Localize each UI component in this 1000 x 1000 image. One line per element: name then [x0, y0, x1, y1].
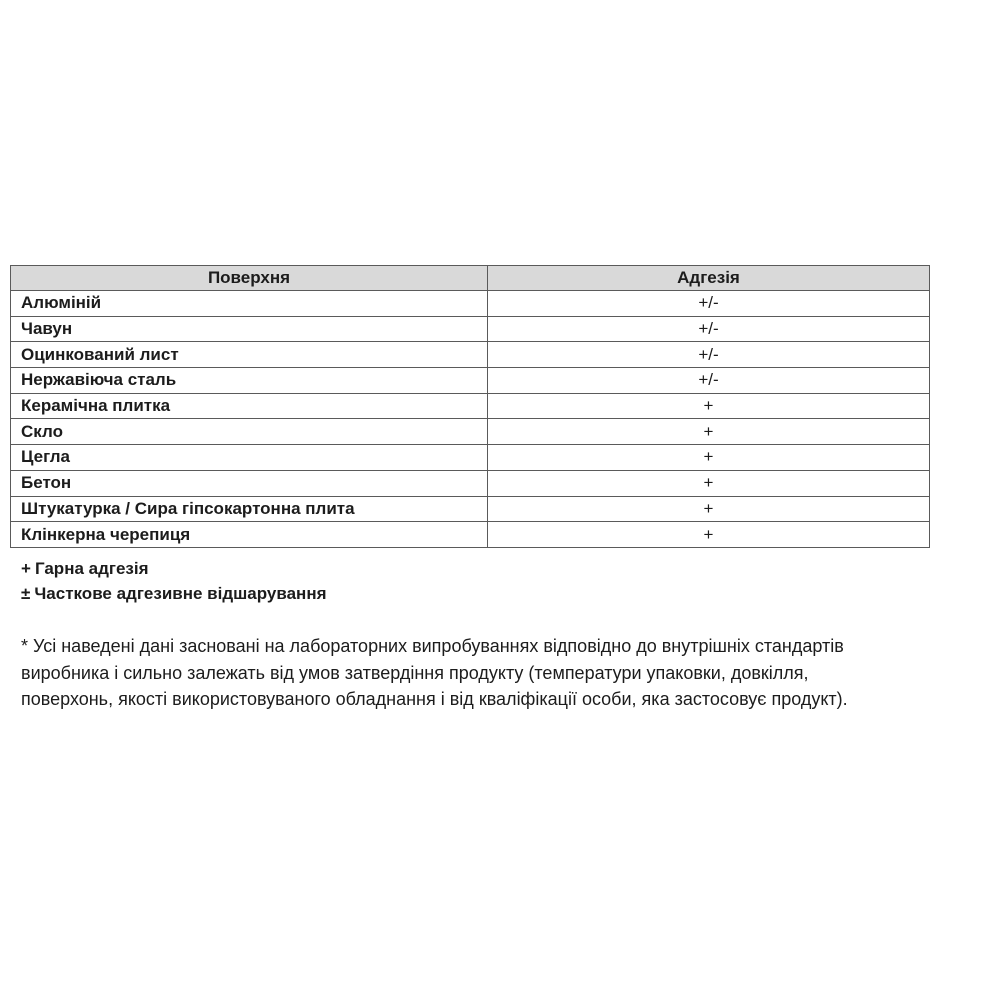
adhesion-table: [10, 265, 930, 548]
footnote-line: поверхонь, якості використовуваного обладнання і від кваліфікації особи, яка застосовує продукт).: [21, 689, 848, 709]
surface-cell: Алюміній: [11, 291, 488, 317]
footnote: [21, 633, 961, 713]
table-row: [11, 445, 930, 471]
adhesion-cell: +: [488, 522, 930, 548]
legend-text: Часткове адгезивне відшарування: [34, 584, 327, 603]
table-row: [11, 419, 930, 445]
table-row: [11, 368, 930, 394]
adhesion-cell: +/-: [488, 368, 930, 394]
surface-cell: Штукатурка / Сира гіпсокартонна плита: [11, 496, 488, 522]
table-row: [11, 496, 930, 522]
surface-cell: Бетон: [11, 470, 488, 496]
table-header-row: [11, 266, 930, 291]
surface-cell: Клінкерна черепиця: [11, 522, 488, 548]
table-row: [11, 522, 930, 548]
legend-text: Гарна адгезія: [34, 559, 149, 578]
footnote-line: виробника і сильно залежать від умов затвердіння продукту (температури упаковки, довкілля,: [21, 662, 809, 683]
surface-cell: Скло: [11, 419, 488, 445]
surface-cell: Керамічна плитка: [11, 393, 488, 419]
legend: [21, 556, 327, 606]
adhesion-cell: +: [488, 496, 930, 522]
adhesion-cell: +/-: [488, 316, 930, 342]
adhesion-cell: +: [488, 445, 930, 471]
surface-cell: Оцинкований лист: [11, 342, 488, 368]
legend-symbol: +: [21, 559, 31, 578]
footnote-line: * Усі наведені дані засновані на лабораторних випробуваннях відповідно до внутрішніх стандартів: [21, 636, 844, 656]
adhesion-cell: +/-: [488, 291, 930, 317]
table-row: [11, 342, 930, 368]
table-row: [11, 470, 930, 496]
table-row: [11, 316, 930, 342]
column-header-adhesion: Адгезія: [488, 266, 930, 291]
adhesion-cell: +: [488, 393, 930, 419]
adhesion-cell: +/-: [488, 342, 930, 368]
legend-symbol: ±: [21, 584, 31, 603]
adhesion-cell: +: [488, 419, 930, 445]
surface-cell: Чавун: [11, 316, 488, 342]
legend-item-good-adhesion: [21, 556, 327, 581]
column-header-surface: Поверхня: [11, 266, 488, 291]
adhesion-cell: +: [488, 470, 930, 496]
legend-item-partial-delamination: [21, 581, 327, 606]
surface-cell: Нержавіюча сталь: [11, 368, 488, 394]
table-row: [11, 291, 930, 317]
surface-cell: Цегла: [11, 445, 488, 471]
table-row: [11, 393, 930, 419]
